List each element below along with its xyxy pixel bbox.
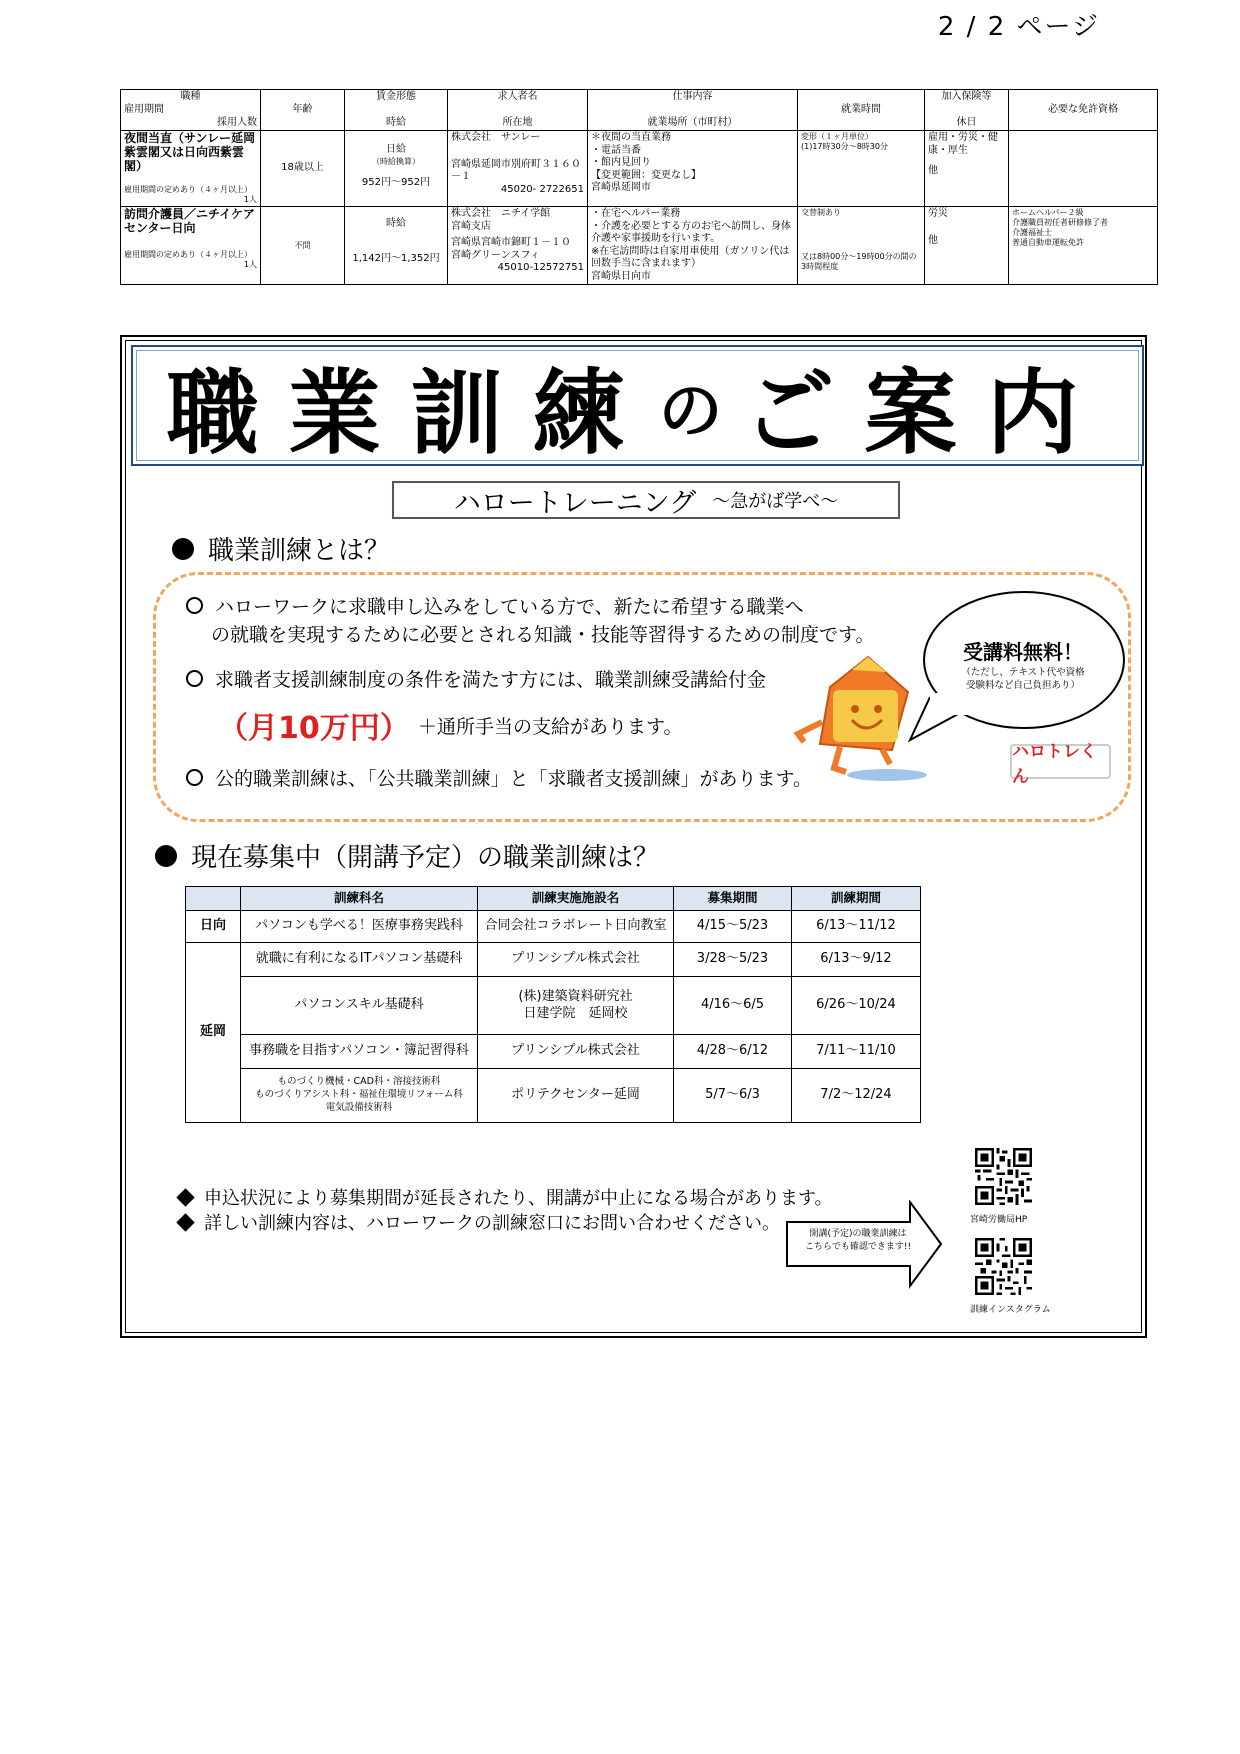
job-table-header (121, 90, 1158, 131)
header-employer: 求人者名 所在地 (448, 90, 588, 131)
allowance-amount: （月10万円） (218, 711, 410, 746)
qr-code-icon[interactable] (975, 1148, 1032, 1205)
header-occupation: 職種 雇用期間 採用人数 (121, 90, 261, 131)
section-heading: 現在募集中（開講予定）の職業訓練は？ (155, 837, 659, 874)
job-insurance: 労災 他 (925, 207, 1009, 285)
job-wage: 日給 （時給換算） 952円～952円 (345, 131, 448, 207)
job-row (121, 207, 1158, 285)
tuition-note: （ただし、テキスト代や資格 受験料など自己負担あり） (961, 667, 1085, 691)
job-employer: 株式会社 ニチイ学館 宮崎支店 宮崎県宮崎市錦町１－１０ 宮崎グリーンスフィ 45010-12572751 (448, 207, 588, 285)
bullet-icon (172, 538, 194, 560)
diamond-bullet-icon (176, 1188, 194, 1206)
free-tuition-label: 受講料無料！ (963, 640, 1083, 664)
job-title: 訪問介護員／ニチイケアセンター日向 (124, 207, 255, 236)
job-table (120, 89, 1158, 285)
job-employer: 株式会社 サンレー 宮崎県延岡市別府町３１６０－１ 45020- 2722651 (448, 131, 588, 207)
header-license: 必要な免許資格 (1009, 90, 1158, 131)
course-table-header: 訓練科名 訓練実施施設名 募集期間 訓練期間 (186, 887, 921, 911)
course-row: パソコンスキル基礎科 (株)建築資料研究社 日建学院 延岡校 4/16～6/5 6/26～10/24 (186, 977, 921, 1035)
header-wage: 賃金形態 時給 (345, 90, 448, 131)
allowance-note: ＋通所手当の支給があります。 (418, 716, 683, 738)
course-row: 日向 パソコンも学べる！医療事務実践科 合同会社コラボレート日向教室 4/15～5/23 6/13～11/12 (186, 911, 921, 943)
arrow-caption: 開講(予定)の職業訓練は こちらでも確認できます!! (804, 1229, 912, 1252)
paragraph-continued: の就職を実現するために必要とされる知識・技能等習得するための制度です。 (211, 624, 875, 646)
job-insurance: 雇用・労災・健康・厚生 他 (925, 131, 1009, 207)
job-wage: 時給 1,142円～1,352円 (345, 207, 448, 285)
job-license: ホームヘルパー２級 介護職員初任者研修修了者 介護福祉士 普通自動車運転免許 (1009, 207, 1158, 285)
circle-bullet-icon (186, 769, 203, 786)
job-license (1009, 131, 1158, 207)
course-row: 事務職を目指すパソコン・簿記習得科 プリンシプル株式会社 4/28～6/12 7/11～11/10 (186, 1035, 921, 1069)
course-row: ものづくり機械・CAD科・溶接技術科 ものづくりアシスト科・福祉住環境リフォーム科 電気設備技術科 ポリテクセンター延岡 5/7～6/3 7/2～12/24 (186, 1069, 921, 1123)
circle-bullet-icon (186, 670, 203, 687)
section-heading: 職業訓練とは？ (172, 530, 390, 567)
job-title-cell: 夜間当直（サンレー延岡紫雲閣又は日向西紫雲閣） 雇用期間の定めあり（４ヶ月以上） 1人 (121, 131, 261, 207)
qr-caption: 訓練インスタグラム (970, 1305, 1051, 1315)
job-row (121, 131, 1158, 207)
subtitle-tag: ～急がば学べ～ (712, 491, 839, 512)
note: 申込状況により募集期間が延長されたり、開講が中止になる場合があります。 (175, 1184, 833, 1210)
job-age: 18歳以上 (261, 131, 345, 207)
course-table (185, 886, 921, 1123)
note: 詳しい訓練内容は、ハローワークの訓練窓口にお問い合わせください。 (175, 1209, 780, 1235)
qr-caption: 宮崎労働局HP (970, 1215, 1028, 1225)
job-work: ＊夜間の当直業務 ・電話当番 ・館内見回り 【変更範囲：変更なし】 宮崎県延岡市 (588, 131, 798, 207)
page-number: 2 / 2 ページ (937, 12, 1100, 42)
job-age: 不問 (261, 207, 345, 285)
course-row: 延岡 就職に有利になるITパソコン基礎科 プリンシプル株式会社 3/28～5/23 6/13～9/12 (186, 943, 921, 977)
area-label: 延岡 (186, 943, 241, 1123)
header-hours: 就業時間 (798, 90, 925, 131)
area-label: 日向 (186, 911, 241, 943)
circle-bullet-icon (186, 597, 203, 614)
job-hours: 交替制あり 又は8時00分～19時00分の間の3時間程度 (798, 207, 925, 285)
job-work: ・在宅ヘルパー業務 ・介護を必要とする方のお宅へ訪問し、身体介護や家事援助を行います。 ※在宅訪問時は自家用車使用（ガソリン代は回数手当に含まれます） 宮崎県日向市 (588, 207, 798, 285)
subtitle: ハロートレーニング (453, 487, 697, 519)
bullet-icon (155, 845, 177, 867)
mascot-illustration (790, 652, 940, 787)
flyer-title: 職業訓練 の ご案内 (166, 359, 1109, 467)
paragraph: ハローワークに求職申し込みをしている方で、新たに希望する職業へ (186, 593, 804, 622)
header-insurance: 加入保険等 休日 (925, 90, 1009, 131)
job-title: 夜間当直（サンレー延岡紫雲閣又は日向西紫雲閣） (124, 131, 256, 173)
header-work: 仕事内容 就業場所（市町村） (588, 90, 798, 131)
qr-code-icon[interactable] (975, 1238, 1032, 1295)
job-title-cell: 訪問介護員／ニチイケアセンター日向 雇用期間の定めあり（４ヶ月以上） 1人 (121, 207, 261, 285)
diamond-bullet-icon (176, 1213, 194, 1231)
paragraph: 公的職業訓練は、「公共職業訓練」と「求職者支援訓練」があります。 (186, 765, 812, 794)
job-hours: 変形（１ヶ月単位） (1)17時30分～8時30分 (798, 131, 925, 207)
header-age: 年齢 (261, 90, 345, 131)
subtitle-box (392, 481, 900, 519)
mascot-logo: ハロトレくん (1010, 744, 1111, 779)
paragraph: 求職者支援訓練制度の条件を満たす方には、職業訓練受講給付金 (186, 666, 766, 695)
